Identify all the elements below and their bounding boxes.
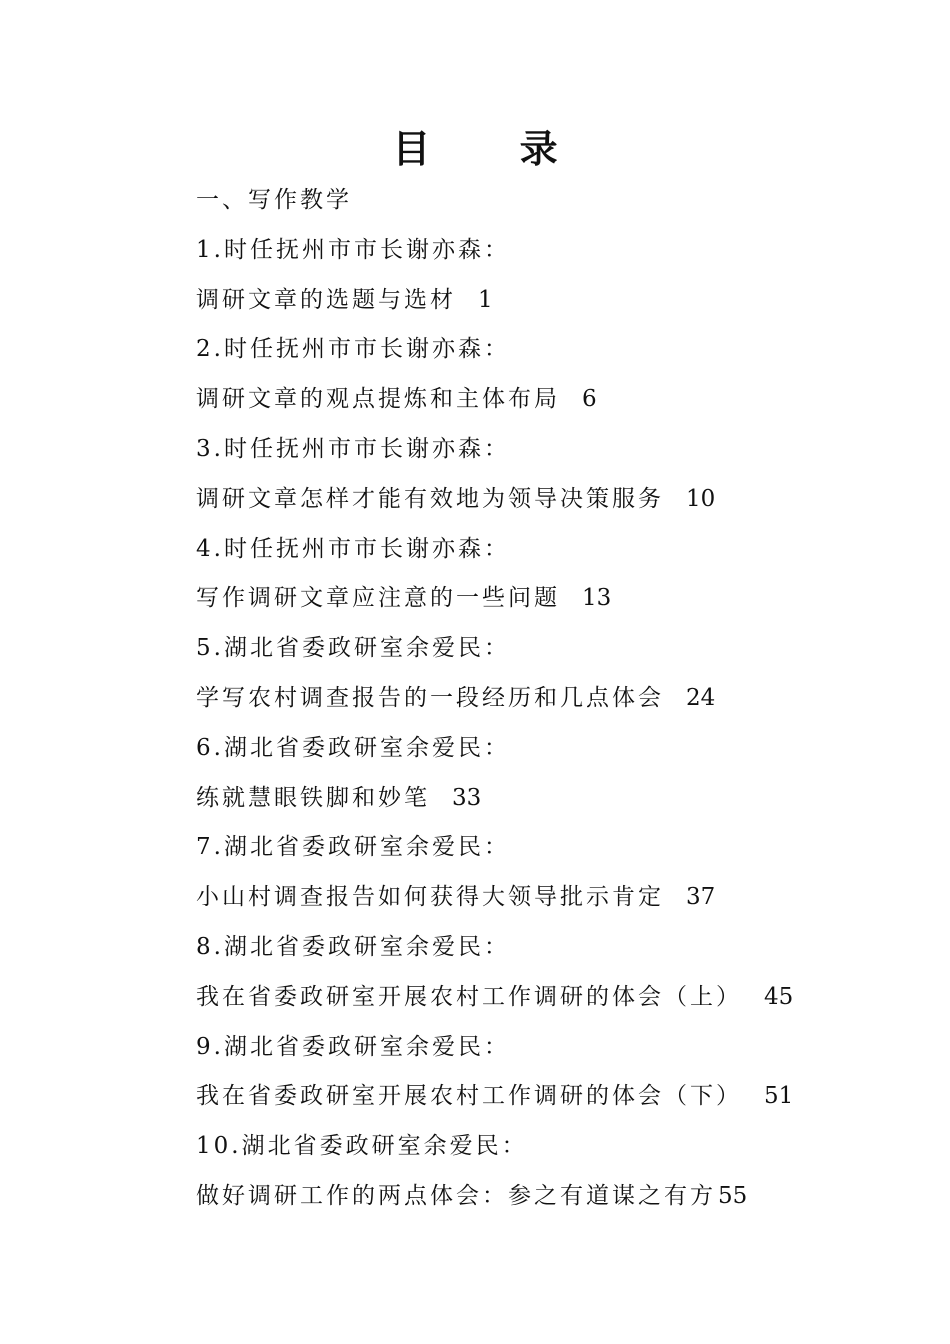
toc-entry-line[interactable]	[196, 375, 876, 425]
toc-title: 目 录	[392, 126, 596, 171]
toc-page-number: 1	[478, 286, 493, 313]
toc-entry-subtitle: 我在省委政研室开展农村工作调研的体会（上）	[196, 983, 742, 1010]
section-heading: 一、写作教学	[196, 187, 352, 213]
toc-entry-line[interactable]	[196, 774, 876, 824]
toc-entry-subtitle: 写作调研文章应注意的一些问题	[196, 585, 560, 612]
toc-entry-heading: 2.时任抚州市市长谢亦森：	[196, 336, 510, 363]
toc-entry-line[interactable]	[196, 574, 876, 624]
toc-entry-heading: 7.湖北省委政研室余爱民：	[196, 834, 510, 861]
toc-page-number: 51	[764, 1083, 794, 1110]
toc-entry-line[interactable]	[196, 1172, 876, 1222]
toc-entry-line[interactable]	[196, 276, 876, 326]
toc-page-number: 37	[686, 884, 716, 911]
toc-entry-heading: 5.湖北省委政研室余爱民：	[196, 635, 510, 662]
toc-entry-subtitle: 调研文章的观点提炼和主体布局	[196, 386, 560, 413]
toc-entry-heading: 9.湖北省委政研室余爱民：	[196, 1033, 510, 1060]
toc-entry-line[interactable]	[196, 1072, 876, 1122]
toc-entry-heading: 6.湖北省委政研室余爱民：	[196, 734, 510, 761]
toc-entry-heading: 1.时任抚州市市长谢亦森：	[196, 236, 510, 263]
toc-entry-heading: 8.湖北省委政研室余爱民：	[196, 933, 510, 960]
toc-entry-heading: 10.湖北省委政研室余爱民：	[196, 1133, 528, 1160]
toc-entry-line[interactable]	[196, 674, 876, 724]
toc-entry-line[interactable]	[196, 873, 876, 923]
toc-entry-heading: 4.时任抚州市市长谢亦森：	[196, 535, 510, 562]
toc-page-number: 33	[452, 784, 482, 811]
toc-entry-subtitle: 学写农村调查报告的一段经历和几点体会	[196, 684, 664, 711]
toc-entry-subtitle: 做好调研工作的两点体会：参之有道谋之有方	[196, 1182, 716, 1209]
toc-page-number: 24	[686, 684, 716, 711]
toc-page-number: 45	[764, 983, 794, 1010]
toc-entry-subtitle: 调研文章的选题与选材	[196, 286, 456, 313]
table-of-contents	[196, 176, 876, 1222]
toc-entry-subtitle: 练就慧眼铁脚和妙笔	[196, 784, 430, 811]
toc-entry-subtitle: 我在省委政研室开展农村工作调研的体会（下）	[196, 1083, 742, 1110]
toc-entry-heading: 3.时任抚州市市长谢亦森：	[196, 435, 510, 462]
toc-page-number: 55	[718, 1182, 748, 1209]
toc-page-number: 10	[686, 485, 716, 512]
toc-entry-line[interactable]	[196, 475, 876, 525]
toc-entry-subtitle: 小山村调查报告如何获得大领导批示肯定	[196, 884, 664, 911]
toc-entry-line[interactable]	[196, 973, 876, 1023]
toc-page-number: 6	[582, 386, 597, 413]
toc-page-number: 13	[582, 585, 612, 612]
toc-entry-subtitle: 调研文章怎样才能有效地为领导决策服务	[196, 485, 664, 512]
